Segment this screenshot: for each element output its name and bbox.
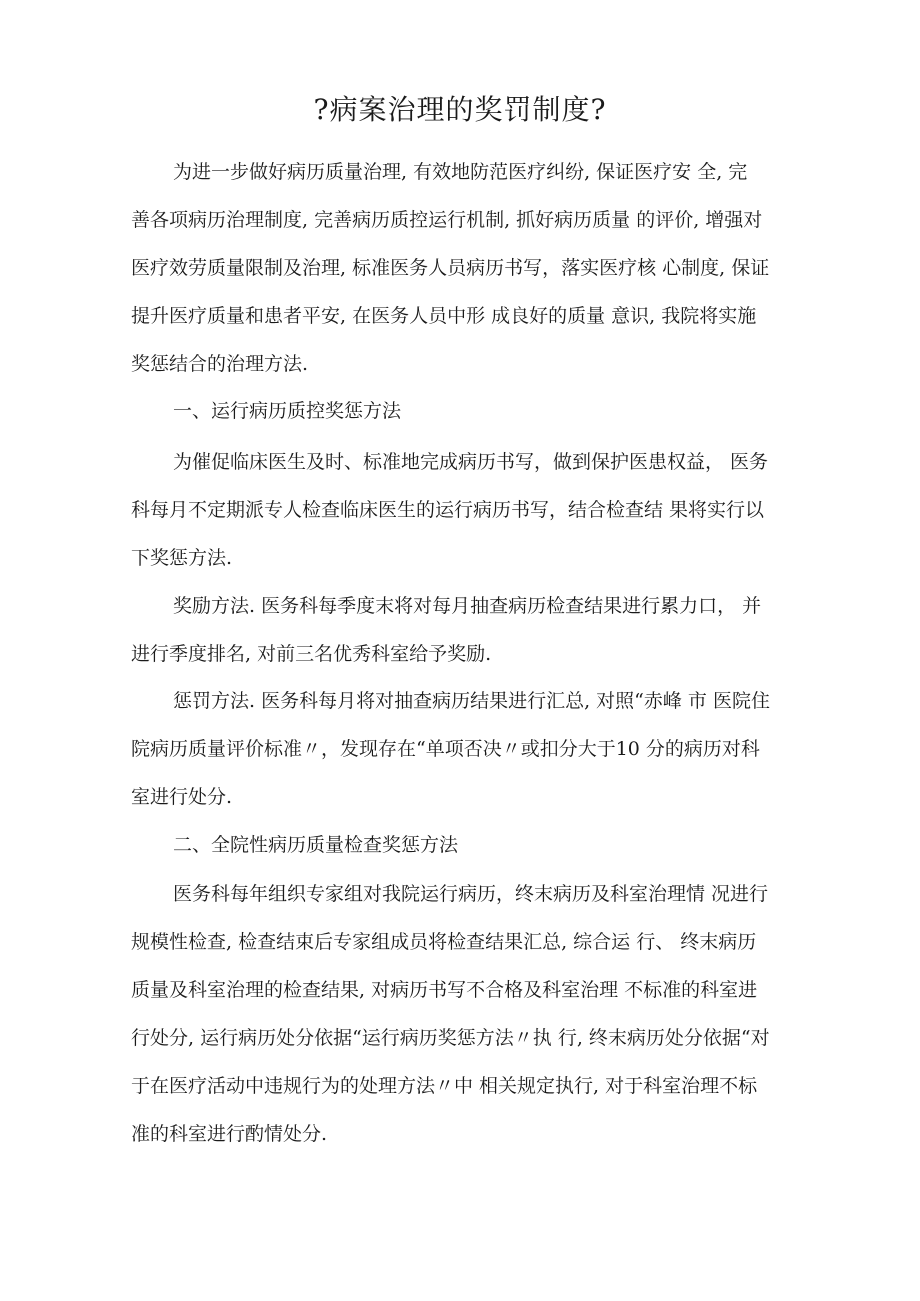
text-line: 于在医疗活动中违规行为的处理方法〃中 相关规定执行, 对于科室治理不标 xyxy=(131,1075,758,1097)
section-heading-2 xyxy=(131,821,811,869)
paragraph-section2 xyxy=(131,870,811,1158)
text-line: 医疗效劳质量限制及治理, 标准医务人员病历书写，落实医疗核 心制度, 保证 xyxy=(131,257,770,279)
heading-text: 二、全院性病历质量检查奖惩方法 xyxy=(173,834,459,856)
text-line: 院病历质量评价标准〃，发现存在“单项否决〃或扣分大于10 分的病历对科 xyxy=(131,738,760,760)
section-heading-1 xyxy=(131,387,811,435)
paragraph-section1-intro xyxy=(131,438,811,582)
paragraph-penalty xyxy=(131,677,811,821)
paragraph-intro xyxy=(131,148,811,388)
text-line: 医务科每年组织专家组对我院运行病历，终末病历及科室治理情 况进行 xyxy=(173,883,769,905)
text-line: 善各项病历治理制度, 完善病历质控运行机制, 抓好病历质量 的评价, 增强对 xyxy=(131,209,763,231)
paragraph-reward xyxy=(131,582,811,678)
text-line: 规模性检查, 检查结束后专家组成员将检查结果汇总, 综合运 行、 终末病历 xyxy=(131,931,757,953)
text-line: 进行季度排名, 对前三名优秀科室给予奖励. xyxy=(131,643,492,665)
text-line: 准的科室进行酌情处分. xyxy=(131,1123,328,1145)
document-title: ?病案治理的奖罚制度? xyxy=(313,93,607,126)
text-line: 质量及科室治理的检查结果, 对病历书写不合格及科室治理 不标准的科室进 xyxy=(131,979,758,1001)
text-line: 科每月不定期派专人检查临床医生的运行病历书写，结合检查结 果将实行以 xyxy=(131,499,765,521)
text-line: 奖励方法. 医务科每季度末将对每月抽查病历检查结果进行累力口， 并 xyxy=(173,595,762,617)
text-line: 室进行处分. xyxy=(131,786,233,808)
text-line: 行处分, 运行病历处分依据“运行病历奖惩方法〃执 行, 终末病历处分依据“对 xyxy=(131,1027,770,1049)
text-line: 惩罚方法. 医务科每月将对抽查病历结果进行汇总, 对照“赤峰 市 医院住 xyxy=(173,690,770,712)
heading-text: 一、运行病历质控奖惩方法 xyxy=(173,400,402,422)
text-line: 为催促临床医生及时、标准地完成病历书写，做到保护医患权益， 医务 xyxy=(173,451,769,473)
text-line: 提升医疗质量和患者平安, 在医务人员中形 成良好的质量 意识, 我院将实施 xyxy=(131,305,757,327)
text-line: 为进一步做好病历质量治理, 有效地防范医疗纠纷, 保证医疗安 全, 完 xyxy=(173,161,748,183)
text-line: 奖惩结合的治理方法. xyxy=(131,353,309,375)
text-line: 下奖惩方法. xyxy=(131,547,233,569)
